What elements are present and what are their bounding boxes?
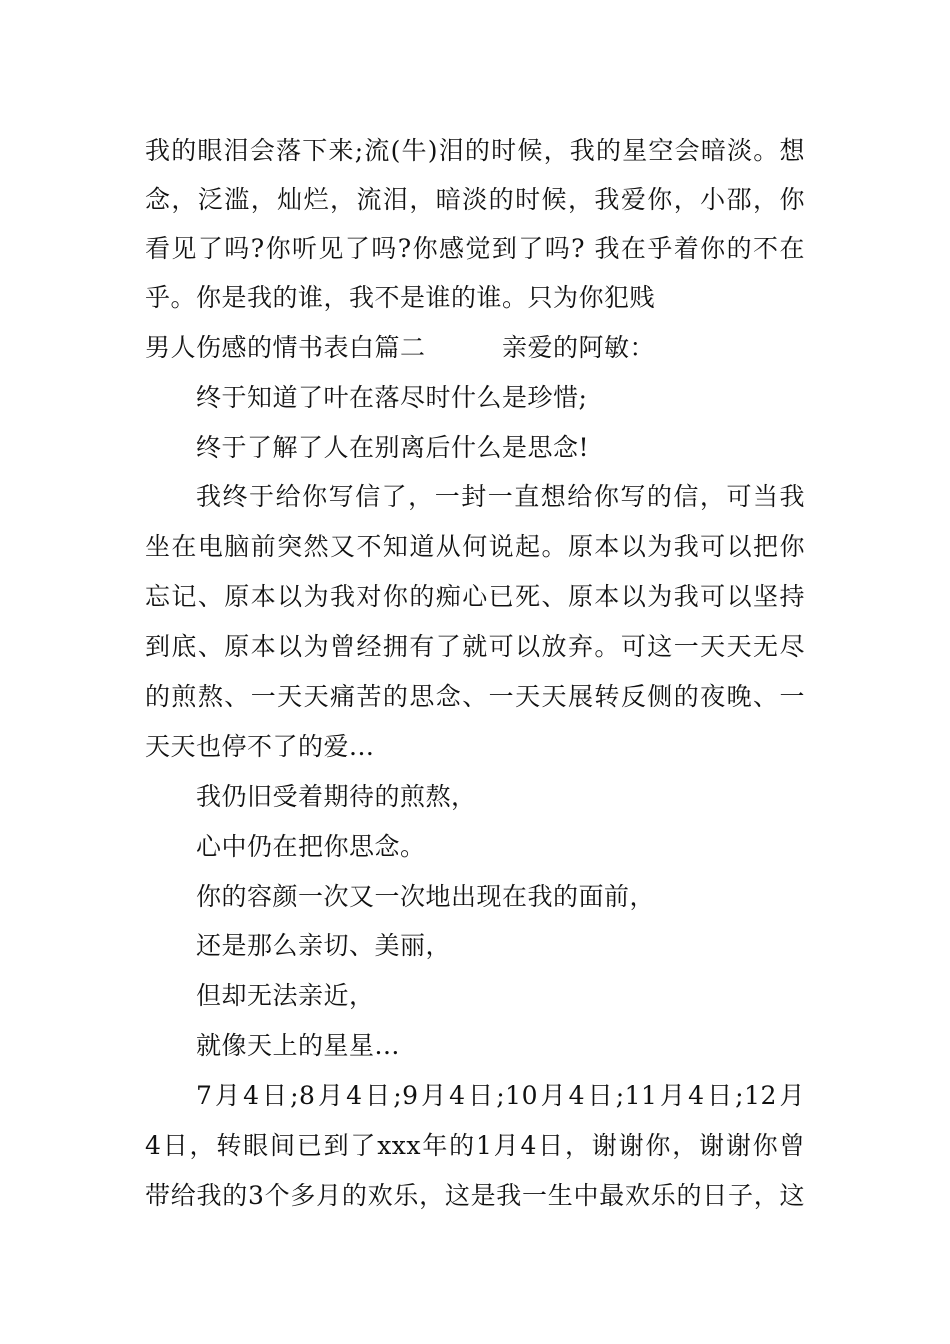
text-line: 我终于给你写信了，一封一直想给你写的信，可当我: [196, 482, 805, 511]
text-line: 7月4日;8月4日;9月4日;10月4日;11月4日;12月: [196, 1081, 805, 1110]
text-line: 到底、原本以为曾经拥有了就可以放弃。可这一天天无尽: [145, 632, 805, 661]
text-line: 你的容颜一次又一次地出现在我的面前，: [196, 882, 656, 911]
section-heading: 男人伤感的情书表白篇二 亲爱的阿敏：: [145, 333, 656, 362]
text-line: 看见了吗?你听见了吗?你感觉到了吗? 我在乎着你的不在: [145, 234, 805, 263]
text-line: 天天也停不了的爱...: [145, 732, 375, 761]
text-line: 带给我的3个多月的欢乐，这是我一生中最欢乐的日子，这: [145, 1181, 805, 1210]
text-line: 终于知道了叶在落尽时什么是珍惜;: [196, 383, 588, 412]
text-line: 坐在电脑前突然又不知道从何说起。原本以为我可以把你: [145, 532, 805, 561]
text-line: 乎。你是我的谁，我不是谁的谁。只为你犯贱: [145, 283, 656, 312]
text-line: 就像天上的星星...: [196, 1031, 400, 1060]
text-line: 的煎熬、一天天痛苦的思念、一天天展转反侧的夜晚、一: [145, 682, 805, 711]
text-line: 终于了解了人在别离后什么是思念!: [196, 433, 590, 462]
text-line: 4日，转眼间已到了xxx年的1月4日，谢谢你，谢谢你曾: [145, 1131, 805, 1160]
text-line: 忘记、原本以为我对你的痴心已死、原本以为我可以坚持: [145, 582, 805, 611]
text-line: 我仍旧受着期待的煎熬，: [196, 782, 477, 811]
text-line: 心中仍在把你思念。: [196, 832, 426, 861]
text-line: 我的眼泪会落下来;流(牛)泪的时候，我的星空会暗淡。想: [145, 136, 805, 165]
text-line: 念，泛滥，灿烂，流泪，暗淡的时候，我爱你，小邵，你: [145, 185, 805, 214]
text-line: 但却无法亲近，: [196, 981, 375, 1010]
text-line: 还是那么亲切、美丽，: [196, 931, 452, 960]
